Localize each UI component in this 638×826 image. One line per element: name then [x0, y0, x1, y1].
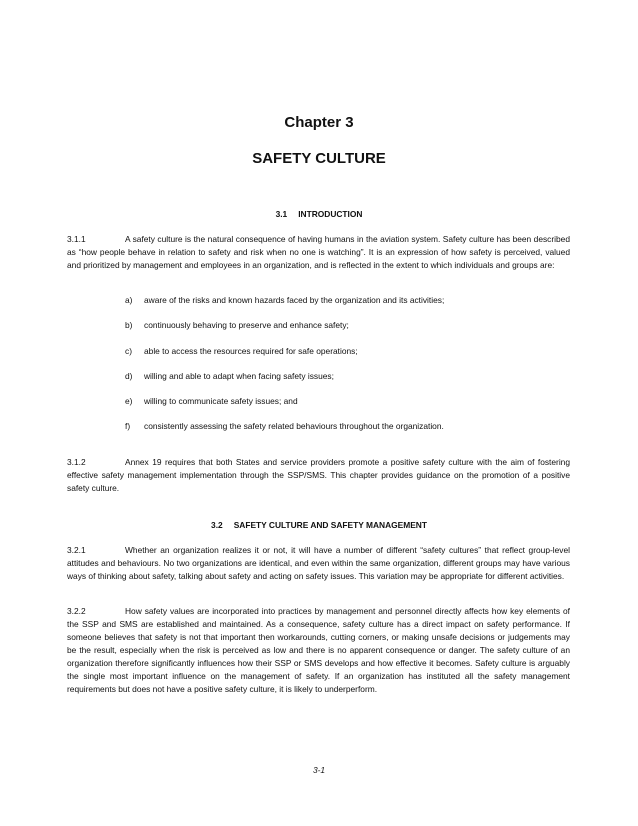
- section-number: 3.1: [275, 209, 288, 219]
- list-item: [125, 345, 565, 358]
- paragraph-3-1-2: [67, 456, 570, 495]
- paragraph-text: Whether an organization realizes it or not, it will have a number of different “safety cultures” that reflect group-level attitudes and behaviours. No two organizations are identical, and even within the same organization, different groups may have various ways of thinking about safety, talking about safety and acting on safety issues. This variation may be appropriate for different activities.: [67, 545, 570, 581]
- paragraph-number: 3.2.1: [67, 545, 86, 555]
- list-item-text: consistently assessing the safety related behaviours throughout the organization.: [144, 421, 444, 431]
- list-item: [125, 420, 565, 433]
- paragraph-number: 3.1.1: [67, 234, 86, 244]
- paragraph-number: 3.1.2: [67, 457, 86, 467]
- list-item-letter: e): [125, 396, 133, 406]
- list-item-letter: a): [125, 295, 133, 305]
- list-item: [125, 395, 565, 408]
- list-item-text: willing and able to adapt when facing safety issues;: [144, 371, 334, 381]
- section-heading-text: INTRODUCTION: [298, 209, 363, 219]
- list-item-text: aware of the risks and known hazards faced by the organization and its activities;: [144, 295, 445, 305]
- section-heading-safety-culture-and-safety-management: [0, 520, 638, 530]
- paragraph-number: 3.2.2: [67, 606, 86, 616]
- paragraph-3-1-1: [67, 233, 570, 272]
- chapter-title: SAFETY CULTURE: [252, 150, 386, 167]
- chapter-label: Chapter 3: [284, 114, 354, 131]
- list-item-text: continuously behaving to preserve and enhance safety;: [144, 320, 349, 330]
- list-item: [125, 294, 565, 307]
- paragraph-text: Annex 19 requires that both States and service providers promote a positive safety culture with the aim of fostering effective safety management implementation through the SSP/SMS. This chapter provides guidance on the promotion of a positive safety culture.: [67, 457, 570, 493]
- list-item-letter: f): [125, 421, 131, 431]
- list-item: [125, 370, 565, 383]
- section-number: 3.2: [211, 520, 223, 530]
- list-item-text: willing to communicate safety issues; and: [144, 396, 298, 406]
- list-item: [125, 319, 565, 332]
- paragraph-3-2-1: [67, 544, 570, 583]
- page-number: 3-1: [312, 765, 326, 775]
- section-heading-introduction: [0, 209, 638, 219]
- paragraph-text: A safety culture is the natural consequence of having humans in the aviation system. Safety culture has been described as “how people behave in relation to safety and risk when no one is watching”. It is an expression of how safety is perceived, valued and prioritized by management and employees in an organization, and is reflected in the extent to which individuals and groups are:: [67, 234, 570, 270]
- list-item-text: able to access the resources required for safe operations;: [144, 346, 358, 356]
- list-item-letter: b): [125, 320, 133, 330]
- list-item-letter: c): [125, 346, 132, 356]
- paragraph-3-2-2: [67, 605, 570, 696]
- list-item-letter: d): [125, 371, 133, 381]
- section-heading-text: SAFETY CULTURE AND SAFETY MANAGEMENT: [233, 520, 427, 530]
- paragraph-text: How safety values are incorporated into practices by management and personnel directly affects how key elements of the SSP and SMS are established and maintained. As a consequence, safety culture has a direct impact on safety performance. If someone believes that safety is not that important then workarounds, cutting corners, or making unsafe decisions or judgements may be the result, especially when the risk is perceived as low and there is no apparent consequence or danger. The safety culture of an organization therefore significantly influences how their SSP or SMS develops and how effective it becomes. Safety culture is arguably the single most important influence on the management of safety. If an organization has instituted all the safety management requirements but does not have a positive safety culture, it is likely to underperform.: [67, 606, 570, 694]
